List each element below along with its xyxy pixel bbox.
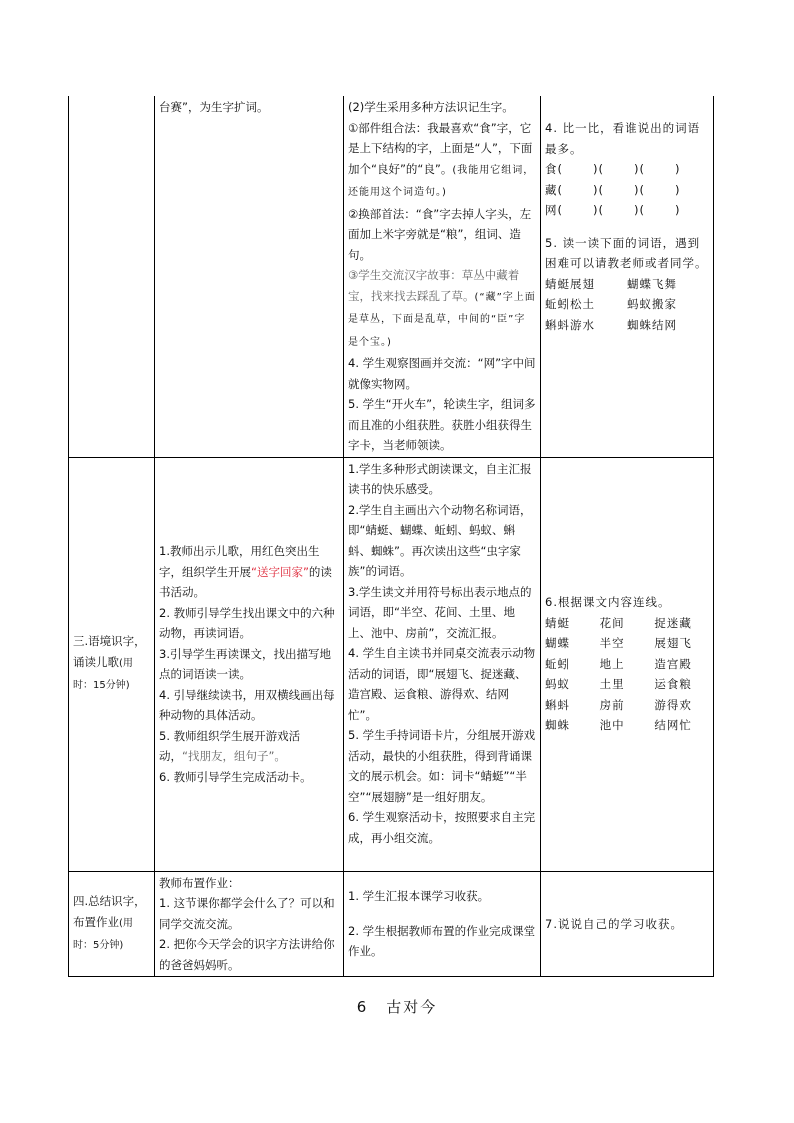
task-title: 5. 读一读下面的词语，遇到困难可以请教老师或者同学。 [545,235,708,270]
match-row: 蜘蛛 池中 结网忙 [545,718,692,733]
student-activity-text: 2.学生自主画出六个动物名称词语，即“蜻蜓、蝴蝶、蚯蚓、蚂蚁、蝌蚪、蜘蛛”。再次读出这些“虫字家族”的词语。 [348,502,532,578]
student-activity-text: ②换部首法：“食”字去掉人字头，左面加上米字旁就是“粮”，组词、造句。 [348,206,532,262]
stage-cell [69,96,155,457]
teacher-activity-text: 6. 教师引导学生完成活动卡。 [159,769,312,784]
stage-time: (用时：15分钟) [73,657,133,692]
lesson-title: 古对今 [386,998,438,1016]
student-activity-text: 4. 学生自主读书并同桌交流表示动物活动的词语，即“展翅飞、捉迷藏、造宫殿、运食粮、游得欢、结网忙”。 [348,646,536,722]
stage-label: 四.总结识字，布置作业 [73,894,146,929]
student-activity-cell [344,457,541,871]
activity-card-cell [541,96,714,457]
student-activity-text: 5. 学生手持词语卡片，分组展开游戏活动，最快的小组获胜，得到背诵课文的展示机会。如：词卡“蜻蜓”“半空”“展翅膀”是一组好朋友。 [348,728,536,804]
teacher-activity-text: 1. 这节课你都学会什么了？可以和同学交流交流。 [159,896,335,931]
word-pair-row: 蚯蚓松土 蚂蚁搬家 [545,297,677,311]
activity-card-cell [541,457,714,871]
task-title: 4. 比一比，看谁说出的词语最多。 [545,121,701,156]
stage-cell [69,457,155,871]
teacher-activity-text: 教师布置作业： [159,875,240,890]
compare-row: 食 ( ) ( ) ( ) [545,162,681,176]
match-row: 蚯蚓 地上 造宫殿 [545,656,692,671]
table-row [69,457,714,871]
teacher-activity-text: 2. 把你今天学会的识字方法讲给你的爸爸妈妈听。 [159,937,335,972]
task-title: 6.根据课文内容连线。 [545,595,671,610]
teacher-activity-cell [155,96,344,457]
lesson-number: 6 [356,998,369,1016]
student-activity-text: ①部件组合法：我最喜欢“食”字，它是上下结构的字，上面是“人”，下面加个“良好”的“良”。(我能用它组词，还能用这个词造句。) [348,120,535,198]
student-activity-text: 2. 学生根据教师布置的作业完成课堂作业。 [348,923,536,958]
student-activity-text: 1. 学生汇报本课学习收获。 [348,889,490,903]
teacher-activity-text: 台赛”，为生字扩词。 [159,100,269,114]
teacher-activity-text: 3.引导学生再读课文，找出描写地点的词语读一读。 [159,646,331,681]
compare-row: 网 ( ) ( ) ( ) [545,203,681,217]
student-activity-text: 6. 学生观察活动卡，按照要求自主完成，再小组交流。 [348,810,536,845]
teacher-activity-cell [155,871,344,977]
teacher-activity-text: 1.教师出示儿歌，用红色突出生字，组织学生开展“送字回家”的读书活动。 [159,544,332,599]
match-row: 蝴蝶 半空 展翅飞 [545,636,692,651]
teacher-activity-text: 2. 教师引导学生找出课文中的六种动物，再读词语。 [159,605,335,640]
match-row: 蝌蚪 房前 游得欢 [545,697,692,712]
teacher-activity-cell [155,457,344,871]
student-activity-text: 5. 学生“开火车”，轮读生字，组词多而且准的小组获胜。获胜小组获得生字卡，当老师领读。 [348,397,536,452]
student-activity-cell [344,871,541,977]
match-row: 蚂蚁 土里 运食粮 [545,677,692,692]
stage-cell [69,871,155,977]
student-activity-text: 3.学生读文并用符号标出表示地点的词语，即“半空、花间、土里、地上、池中、房前”，交流汇报。 [348,584,532,640]
lesson-plan-table [68,96,714,977]
student-activity-text: (2)学生采用多种方法识记生字。 [348,100,514,114]
task-title: 7.说说自己的学习收获。 [545,916,683,931]
teacher-activity-text: 4. 引导继续读书，用双横线画出每种动物的具体活动。 [159,687,335,722]
stage-time: (用时：5分钟) [73,917,133,951]
student-activity-text: 4. 学生观察图画并交流：“网”字中间就像实物网。 [348,356,536,391]
compare-rows [545,159,709,221]
stage-label: 三.语境识字，诵读儿歌 [73,634,146,669]
teacher-activity-text: 5. 教师组织学生展开游戏活动，“找朋友，组句子”。 [159,728,301,763]
word-pair-row: 蝌蚪游水 蜘蛛结网 [545,317,677,332]
student-activity-cell [344,96,541,457]
table-row [69,871,714,977]
compare-row: 藏 ( ) ( ) ( ) [545,182,681,197]
activity-card-cell [541,871,714,977]
next-lesson-title [0,996,794,1017]
table-row [69,96,714,457]
student-activity-text: ③学生交流汉字故事：草丛中藏着宝，找来找去踩乱了草。(“藏”字上面是草丛，下面是乱草，中间的“臣”字是个宝。) [348,268,536,348]
student-activity-text: 1.学生多种形式朗读课文，自主汇报读书的快乐感受。 [348,461,532,496]
match-row: 蜻蜓 花间 捉迷藏 [545,615,692,630]
word-pair-row: 蜻蜓展翅 蝴蝶飞舞 [545,276,677,291]
